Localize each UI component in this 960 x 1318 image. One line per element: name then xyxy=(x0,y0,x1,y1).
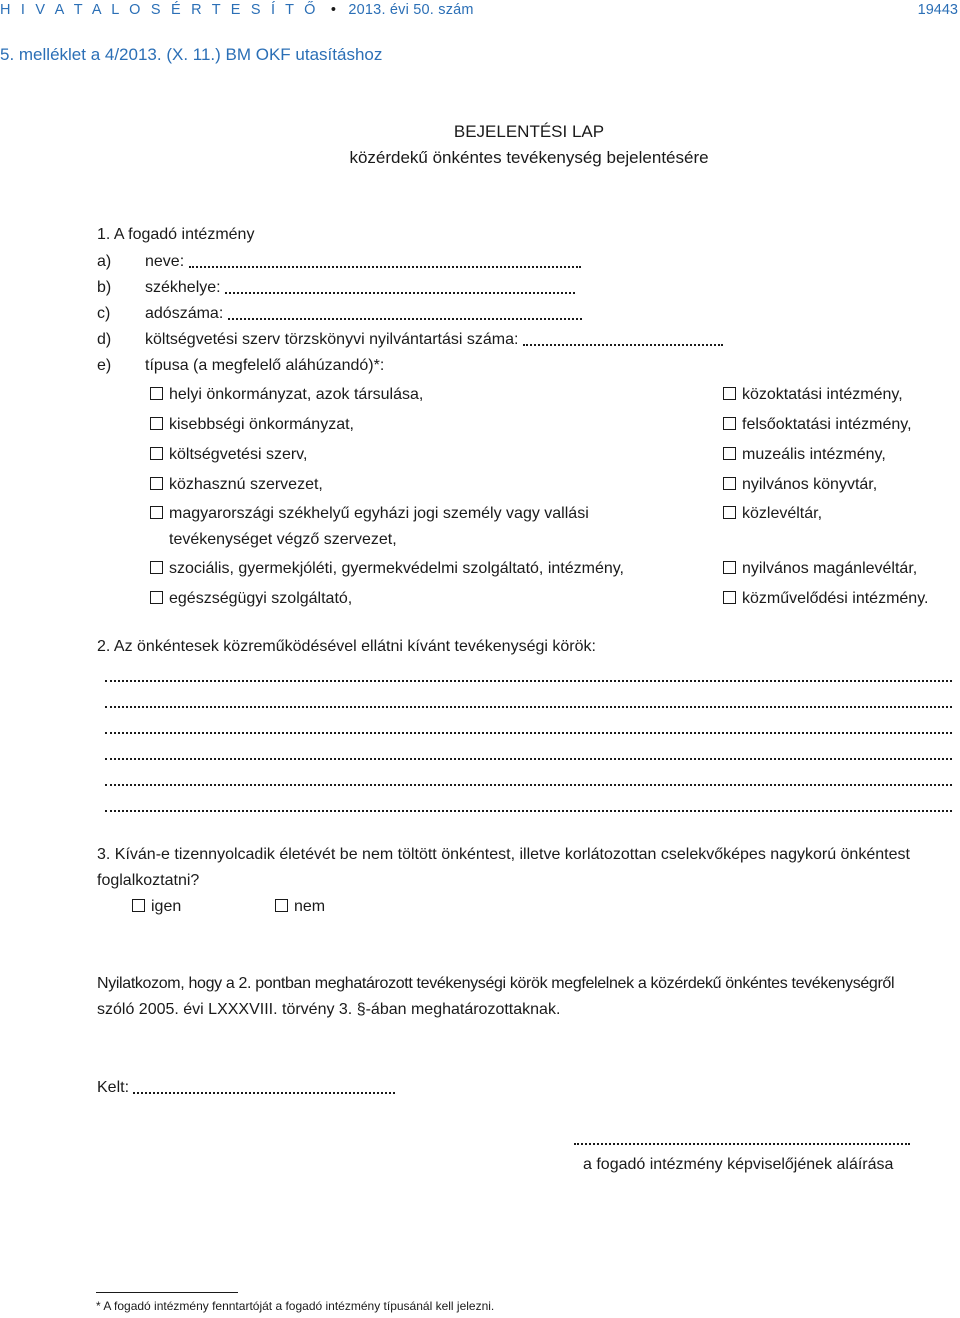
activity-dotted-line[interactable] xyxy=(105,758,952,760)
checkbox[interactable] xyxy=(150,387,163,400)
checkbox[interactable] xyxy=(150,417,163,430)
header-bullet: • xyxy=(330,2,337,18)
activity-dotted-line[interactable] xyxy=(105,810,952,812)
section3-question: 3. Kíván-e tizennyolcadik életévét be nem töltött önkéntest, illetve korlátozottan cselekvőképes nagykorú önkéntest xyxy=(97,846,910,863)
option-budgetary-body[interactable] xyxy=(150,446,307,464)
date-field[interactable] xyxy=(97,1079,395,1097)
option-label: közművelődési intézmény. xyxy=(742,590,929,607)
name-field[interactable] xyxy=(145,253,581,271)
option-museum[interactable] xyxy=(723,446,886,464)
option-public-benefit-org[interactable] xyxy=(150,476,323,494)
checkbox[interactable] xyxy=(723,506,736,519)
item-d-letter: d) xyxy=(97,331,112,348)
declaration-text: Nyilatkozom, hogy a 2. pontban meghatározott tevékenységi körök megfelelnek a közérdekű önkéntes tevékenységről xyxy=(97,975,895,992)
checkbox[interactable] xyxy=(723,387,736,400)
option-local-government[interactable] xyxy=(150,386,423,404)
checkbox[interactable] xyxy=(723,417,736,430)
option-label: felsőoktatási intézmény, xyxy=(742,416,912,433)
section1-heading: 1. A fogadó intézmény xyxy=(97,226,255,243)
option-health-provider[interactable] xyxy=(150,590,352,608)
option-church-entity-continued: tevékenységet végző szervezet, xyxy=(169,531,397,548)
tax-number-dotted-line[interactable] xyxy=(228,306,582,320)
issue-label: 2013. évi 50. szám xyxy=(348,2,474,18)
signature-dotted-line[interactable] xyxy=(574,1133,910,1145)
activity-dotted-line[interactable] xyxy=(105,732,952,734)
option-label: helyi önkormányzat, azok társulása, xyxy=(169,386,424,403)
declaration-text-continued: szóló 2005. évi LXXXVIII. törvény 3. §-ában meghatározottaknak. xyxy=(97,1001,561,1018)
item-e-letter: e) xyxy=(97,357,112,374)
activity-dotted-line[interactable] xyxy=(105,706,952,708)
checkbox[interactable] xyxy=(150,447,163,460)
checkbox[interactable] xyxy=(723,477,736,490)
form-subtitle: közérdekű önkéntes tevékenység bejelentésére xyxy=(349,148,709,167)
name-label: neve: xyxy=(145,253,185,270)
registry-number-dotted-line[interactable] xyxy=(523,332,723,346)
checkbox[interactable] xyxy=(723,591,736,604)
checkbox[interactable] xyxy=(275,899,288,912)
journal-header xyxy=(0,2,474,18)
tax-number-label: adószáma: xyxy=(145,305,224,322)
date-label: Kelt: xyxy=(97,1079,130,1096)
option-label: közlevéltár, xyxy=(742,505,823,522)
annex-reference: 5. melléklet a 4/2013. (X. 11.) BM OKF utasításhoz xyxy=(0,45,383,64)
option-label: szociális, gyermekjóléti, gyermekvédelmi szolgáltató, intézmény, xyxy=(169,560,624,577)
checkbox[interactable] xyxy=(132,899,145,912)
registry-number-label: költségvetési szerv törzskönyvi nyilvántartási száma: xyxy=(145,331,519,348)
item-b-letter: b) xyxy=(97,279,112,296)
option-yes[interactable] xyxy=(132,898,181,916)
item-c-letter: c) xyxy=(97,305,111,322)
checkbox[interactable] xyxy=(150,561,163,574)
item-a-letter: a) xyxy=(97,253,112,270)
option-label: közoktatási intézmény, xyxy=(742,386,903,403)
type-label: típusa (a megfelelő aláhúzandó)*: xyxy=(145,357,385,374)
option-public-archive[interactable] xyxy=(723,505,822,523)
section3-question-continued: foglalkoztatni? xyxy=(97,872,200,889)
option-cultural-institution[interactable] xyxy=(723,590,928,608)
footnote-divider xyxy=(96,1292,238,1293)
seat-field[interactable] xyxy=(145,279,575,297)
activity-dotted-line[interactable] xyxy=(105,680,952,682)
option-no[interactable] xyxy=(275,898,325,916)
option-public-library[interactable] xyxy=(723,476,877,494)
option-social-services[interactable] xyxy=(150,560,624,578)
option-label: igen xyxy=(151,898,182,915)
footnote: * A fogadó intézmény fenntartóját a fogadó intézmény típusánál kell jelezni. xyxy=(96,1299,495,1313)
checkbox[interactable] xyxy=(150,506,163,519)
checkbox[interactable] xyxy=(723,561,736,574)
name-dotted-line[interactable] xyxy=(189,254,581,268)
activity-dotted-line[interactable] xyxy=(105,784,952,786)
option-public-education[interactable] xyxy=(723,386,903,404)
option-label: közhasznú szervezet, xyxy=(169,476,323,493)
page-number: 19443 xyxy=(917,2,958,18)
section2-heading: 2. Az önkéntesek közreműködésével ellátni kívánt tevékenységi körök: xyxy=(97,638,596,655)
option-private-archive[interactable] xyxy=(723,560,917,578)
option-label: költségvetési szerv, xyxy=(169,446,308,463)
tax-number-field[interactable] xyxy=(145,305,582,323)
option-minority-government[interactable] xyxy=(150,416,354,434)
option-higher-education[interactable] xyxy=(723,416,912,434)
seat-dotted-line[interactable] xyxy=(225,280,575,294)
registry-number-field[interactable] xyxy=(145,331,723,349)
option-label: egészségügyi szolgáltató, xyxy=(169,590,353,607)
seat-label: székhelye: xyxy=(145,279,221,296)
option-church-entity[interactable] xyxy=(150,505,589,523)
checkbox[interactable] xyxy=(150,477,163,490)
checkbox[interactable] xyxy=(723,447,736,460)
option-label: nyilvános magánlevéltár, xyxy=(742,560,918,577)
date-dotted-line[interactable] xyxy=(133,1080,395,1094)
option-label: muzeális intézmény, xyxy=(742,446,886,463)
journal-title: H I V A T A L O S É R T E S Í T Ő xyxy=(0,2,319,18)
checkbox[interactable] xyxy=(150,591,163,604)
option-label: nem xyxy=(294,898,326,915)
signature-label: a fogadó intézmény képviselőjének aláírása xyxy=(583,1156,894,1173)
option-label: nyilvános könyvtár, xyxy=(742,476,878,493)
form-title: BEJELENTÉSI LAP xyxy=(453,122,605,141)
option-label: kisebbségi önkormányzat, xyxy=(169,416,354,433)
option-label: magyarországi székhelyű egyházi jogi személy vagy vallási xyxy=(169,505,589,522)
